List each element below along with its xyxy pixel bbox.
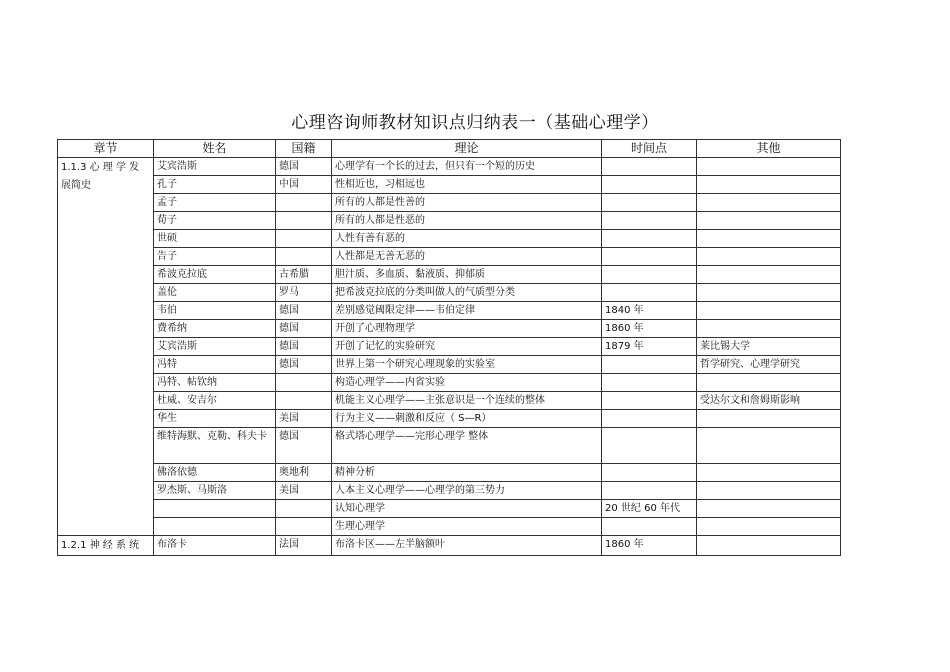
table-row <box>58 536 841 556</box>
nation-cell <box>276 500 332 518</box>
nation-cell: 德国 <box>276 320 332 338</box>
name-cell: 杜威、安吉尔 <box>154 392 276 410</box>
nation-cell: 美国 <box>276 410 332 428</box>
nation-cell: 德国 <box>276 302 332 320</box>
theory-cell: 胆汁质、多血质、黏液质、抑郁质 <box>332 266 602 284</box>
theory-cell: 人性有善有恶的 <box>332 230 602 248</box>
time-cell <box>602 158 697 176</box>
time-cell: 20 世纪 60 年代 <box>602 500 697 518</box>
theory-cell: 认知心理学 <box>332 500 602 518</box>
theory-cell: 人性都是无善无恶的 <box>332 248 602 266</box>
theory-cell: 精神分析 <box>332 464 602 482</box>
time-cell <box>602 194 697 212</box>
name-cell: 世硕 <box>154 230 276 248</box>
knowledge-table <box>57 139 841 556</box>
header-name: 姓名 <box>154 140 276 158</box>
theory-cell: 所有的人都是性恶的 <box>332 212 602 230</box>
time-cell <box>602 464 697 482</box>
other-cell <box>697 266 841 284</box>
time-cell <box>602 518 697 536</box>
header-time: 时间点 <box>602 140 697 158</box>
table-row <box>58 356 841 374</box>
time-cell: 1860 年 <box>602 536 697 556</box>
theory-cell: 格式塔心理学——完形心理学 整体 <box>332 428 602 464</box>
table-row <box>58 302 841 320</box>
other-cell <box>697 536 841 556</box>
nation-cell <box>276 392 332 410</box>
name-cell: 盖伦 <box>154 284 276 302</box>
other-cell <box>697 194 841 212</box>
name-cell: 韦伯 <box>154 302 276 320</box>
theory-cell: 构造心理学——内省实验 <box>332 374 602 392</box>
name-cell: 艾宾浩斯 <box>154 338 276 356</box>
name-cell: 孔子 <box>154 176 276 194</box>
table-row <box>58 410 841 428</box>
theory-cell: 人本主义心理学——心理学的第三势力 <box>332 482 602 500</box>
table-row <box>58 428 841 464</box>
nation-cell: 德国 <box>276 158 332 176</box>
chapter-cell: 1.1.3 心 理 学 发 展简史 <box>58 158 154 536</box>
name-cell: 孟子 <box>154 194 276 212</box>
table-row <box>58 464 841 482</box>
page-title: 心理咨询师教材知识点归纳表一（基础心理学） <box>291 113 659 133</box>
nation-cell: 法国 <box>276 536 332 556</box>
name-cell: 冯特、帖钦纳 <box>154 374 276 392</box>
other-cell <box>697 518 841 536</box>
other-cell <box>697 500 841 518</box>
name-cell: 华生 <box>154 410 276 428</box>
other-cell: 莱比锡大学 <box>697 338 841 356</box>
nation-cell: 美国 <box>276 482 332 500</box>
time-cell: 1879 年 <box>602 338 697 356</box>
table-row <box>58 320 841 338</box>
name-cell: 荀子 <box>154 212 276 230</box>
name-cell: 维特海默、克勒、科夫卡 <box>154 428 276 464</box>
chapter-cell: 1.2.1 神 经 系 统 <box>58 536 154 556</box>
theory-cell: 差别感觉阈限定律——韦伯定律 <box>332 302 602 320</box>
time-cell <box>602 374 697 392</box>
nation-cell <box>276 374 332 392</box>
header-nationality: 国籍 <box>276 140 332 158</box>
name-cell <box>154 518 276 536</box>
nation-cell <box>276 230 332 248</box>
name-cell: 冯特 <box>154 356 276 374</box>
name-cell: 告子 <box>154 248 276 266</box>
table-row <box>58 212 841 230</box>
theory-cell: 把希波克拉底的分类叫做人的气质型分类 <box>332 284 602 302</box>
time-cell <box>602 284 697 302</box>
header-theory: 理论 <box>332 140 602 158</box>
other-cell <box>697 284 841 302</box>
nation-cell: 罗马 <box>276 284 332 302</box>
nation-cell: 德国 <box>276 428 332 464</box>
other-cell <box>697 158 841 176</box>
theory-cell: 开创了心理物理学 <box>332 320 602 338</box>
other-cell <box>697 464 841 482</box>
time-cell <box>602 428 697 464</box>
name-cell: 艾宾浩斯 <box>154 158 276 176</box>
other-cell <box>697 302 841 320</box>
table-row <box>58 158 841 176</box>
table-row <box>58 194 841 212</box>
time-cell <box>602 248 697 266</box>
time-cell <box>602 266 697 284</box>
time-cell <box>602 356 697 374</box>
theory-cell: 布洛卡区——左半脑额叶 <box>332 536 602 556</box>
name-cell: 佛洛依德 <box>154 464 276 482</box>
theory-cell: 世界上第一个研究心理现象的实验室 <box>332 356 602 374</box>
time-cell <box>602 176 697 194</box>
other-cell: 受达尔文和詹姆斯影响 <box>697 392 841 410</box>
table-row <box>58 392 841 410</box>
name-cell: 布洛卡 <box>154 536 276 556</box>
time-cell <box>602 410 697 428</box>
nation-cell <box>276 212 332 230</box>
time-cell <box>602 482 697 500</box>
nation-cell <box>276 518 332 536</box>
other-cell <box>697 428 841 464</box>
other-cell: 哲学研究、心理学研究 <box>697 356 841 374</box>
nation-cell: 中国 <box>276 176 332 194</box>
table-row <box>58 500 841 518</box>
table-header-row <box>58 140 841 158</box>
name-cell <box>154 500 276 518</box>
nation-cell <box>276 194 332 212</box>
time-cell <box>602 212 697 230</box>
table-row <box>58 518 841 536</box>
table-row <box>58 338 841 356</box>
time-cell: 1840 年 <box>602 302 697 320</box>
header-chapter: 章节 <box>58 140 154 158</box>
theory-cell: 开创了记忆的实验研究 <box>332 338 602 356</box>
nation-cell: 德国 <box>276 356 332 374</box>
table-row <box>58 266 841 284</box>
theory-cell: 生理心理学 <box>332 518 602 536</box>
table-row <box>58 230 841 248</box>
name-cell: 费希纳 <box>154 320 276 338</box>
table-row <box>58 284 841 302</box>
other-cell <box>697 230 841 248</box>
other-cell <box>697 374 841 392</box>
time-cell <box>602 230 697 248</box>
theory-cell: 心理学有一个长的过去，但只有一个短的历史 <box>332 158 602 176</box>
theory-cell: 所有的人都是性善的 <box>332 194 602 212</box>
other-cell <box>697 482 841 500</box>
name-cell: 罗杰斯、马斯洛 <box>154 482 276 500</box>
nation-cell <box>276 248 332 266</box>
other-cell <box>697 212 841 230</box>
table-row <box>58 482 841 500</box>
theory-cell: 行为主义——刺激和反应（ S—R） <box>332 410 602 428</box>
nation-cell: 德国 <box>276 338 332 356</box>
nation-cell: 古希腊 <box>276 266 332 284</box>
nation-cell: 奥地利 <box>276 464 332 482</box>
other-cell <box>697 410 841 428</box>
table-row <box>58 374 841 392</box>
other-cell <box>697 320 841 338</box>
theory-cell: 机能主义心理学——主张意识是一个连续的整体 <box>332 392 602 410</box>
time-cell: 1860 年 <box>602 320 697 338</box>
header-other: 其他 <box>697 140 841 158</box>
theory-cell: 性相近也，习相远也 <box>332 176 602 194</box>
time-cell <box>602 392 697 410</box>
name-cell: 希波克拉底 <box>154 266 276 284</box>
table-row <box>58 248 841 266</box>
other-cell <box>697 248 841 266</box>
other-cell <box>697 176 841 194</box>
table-row <box>58 176 841 194</box>
